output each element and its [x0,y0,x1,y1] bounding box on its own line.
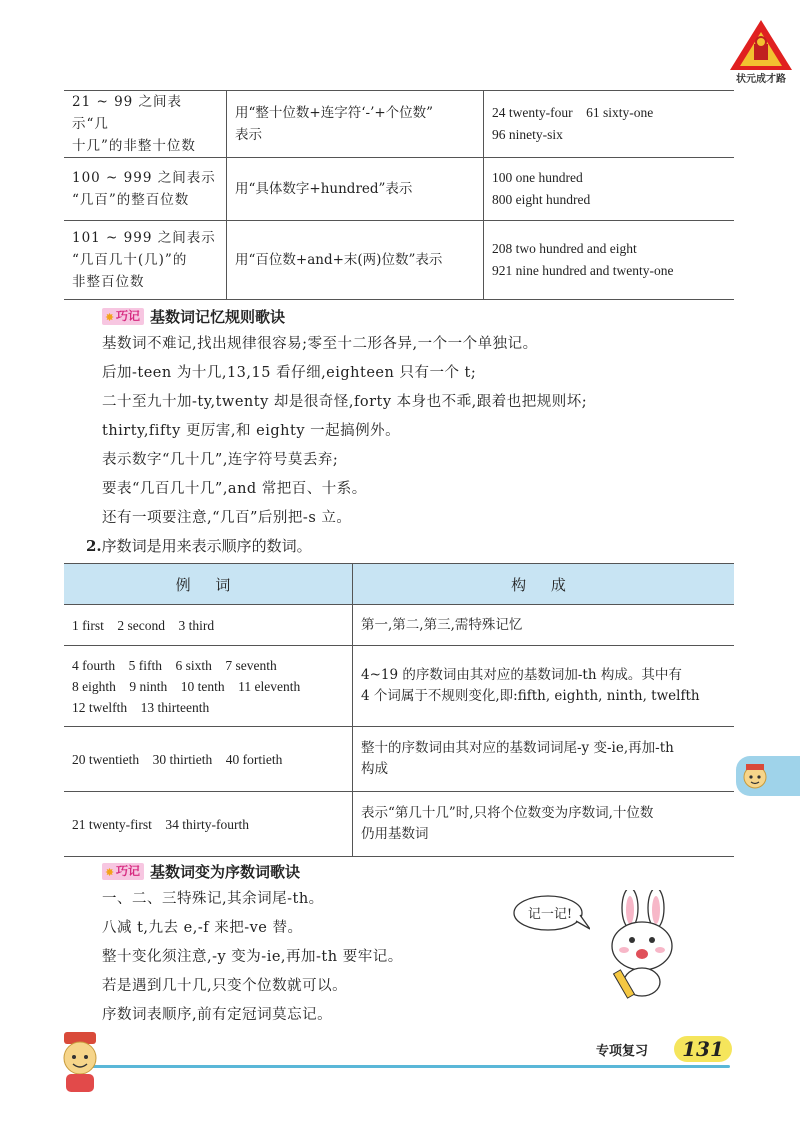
table-cell-rule: 用“百位数+and+末(两)位数”表示 [227,221,484,300]
column-header: 例 词 [64,564,353,605]
side-tab [736,756,800,796]
logo-icon [728,18,794,72]
rhyme-line: 要表“几百几十几”,and 常把百、十系。 [102,481,367,497]
rhyme-line: 序数词表顺序,前有定冠词莫忘记。 [102,1007,333,1023]
table-row [64,221,734,300]
table-cell-rule: 第一,第二,第三,需特殊记忆 [353,605,735,646]
table-cell-rule: 用“整十位数+连字符‘-’+个位数” 表示 [227,91,484,158]
rabbit-mascot-icon [594,890,690,1000]
column-header: 构 成 [353,564,735,605]
mnemonic-title: 基数词记忆规则歌诀 [150,308,286,326]
rhyme-line: 一、二、三特殊记,其余词尾-th。 [102,891,324,907]
table-row [64,605,734,646]
rhyme-line: 后加-teen 为十几,13,15 看仔细,eighteen 只有一个 t; [102,365,477,381]
table-cell-desc: 100 ~ 999 之间表示 “几百”的整百位数 [64,158,227,221]
mnemonic-rhyme [102,885,403,1030]
sparkle-icon: ✸ [105,866,115,879]
table-cell-rule: 用“具体数字+hundred”表示 [227,158,484,221]
tip-badge: ✸ 巧记 [102,308,144,325]
rhyme-line: 二十至九十加-ty,twenty 却是很奇怪,forty 本身也不乖,跟着也把规则坏; [102,394,588,410]
page-number: 131 [674,1036,732,1062]
table-cell-rule: 4~19 的序数词由其对应的基数词加-th 构成。其中有 4 个词属于不规则变化,即:fifth, eighth, ninth, twelfth [353,646,735,727]
footer-divider [90,1065,730,1068]
rhyme-line: 还有一项要注意,“几百”后别把-s 立。 [102,510,352,526]
rhyme-line: 表示数字“几十几”,连字符号莫丢弃; [102,452,339,468]
mnemonic-rhyme [102,330,587,533]
sparkle-icon: ✸ [105,311,115,324]
table-cell-examples: 21 twenty-first 34 thirty-fourth [64,792,353,857]
table-cell-examples: 20 twentieth 30 thirtieth 40 fortieth [64,727,353,792]
table-row [64,158,734,221]
rhyme-line: 整十变化须注意,-y 变为-ie,再加-th 要牢记。 [102,949,403,965]
publisher-logo [728,18,794,88]
table-cell-desc: 101 ~ 999 之间表示 “几百几十(几)”的 非整百位数 [64,221,227,300]
table-header-row [64,564,734,605]
table-row [64,91,734,158]
speech-bubble [510,893,590,933]
table-row [64,792,734,857]
rhyme-line: 若是遇到几十几,只变个位数就可以。 [102,978,348,994]
section-heading: 2.序数词是用来表示顺序的数词。 [86,537,312,555]
section-label: 专项复习 [596,1044,649,1059]
mascot-face-icon [740,761,770,791]
ordinal-number-table [64,563,734,857]
mnemonic-heading [102,861,300,882]
table-cell-examples: 4 fourth 5 fifth 6 sixth 7 seventh 8 eighth 9 ninth 10 tenth 11 eleventh 12 twelfth 13 thirteenth [64,646,353,727]
mnemonic-title: 基数词变为序数词歌诀 [150,863,301,881]
table-cell-rule: 整十的序数词由其对应的基数词词尾-y 变-ie,再加-th 构成 [353,727,735,792]
cardinal-number-table [64,90,734,300]
tip-badge: ✸ 巧记 [102,863,144,880]
rhyme-line: thirty,fifty 更厉害,和 eighty 一起搞例外。 [102,423,401,439]
rhyme-line: 基数词不难记,找出规律很容易;零至十二形各异,一个一个单独记。 [102,336,538,352]
table-cell-examples: 208 two hundred and eight 921 nine hundred and twenty-one [484,221,735,300]
logo-text: 状元成才路 [736,74,786,85]
bubble-text: 记一记! [527,907,573,922]
table-cell-rule: 表示“第几十几”时,只将个位数变为序数词,十位数 仍用基数词 [353,792,735,857]
table-cell-examples: 1 first 2 second 3 third [64,605,353,646]
table-cell-desc: 21 ~ 99 之间表示“几 十几”的非整十位数 [64,91,227,158]
mnemonic-heading [102,306,285,327]
table-row [64,727,734,792]
table-row [64,646,734,727]
table-cell-examples: 24 twenty-four 61 sixty-one 96 ninety-six [484,91,735,158]
mascot-child-icon [52,1030,108,1096]
rhyme-line: 八减 t,九去 e,-f 来把-ve 替。 [102,920,303,936]
table-cell-examples: 100 one hundred 800 eight hundred [484,158,735,221]
